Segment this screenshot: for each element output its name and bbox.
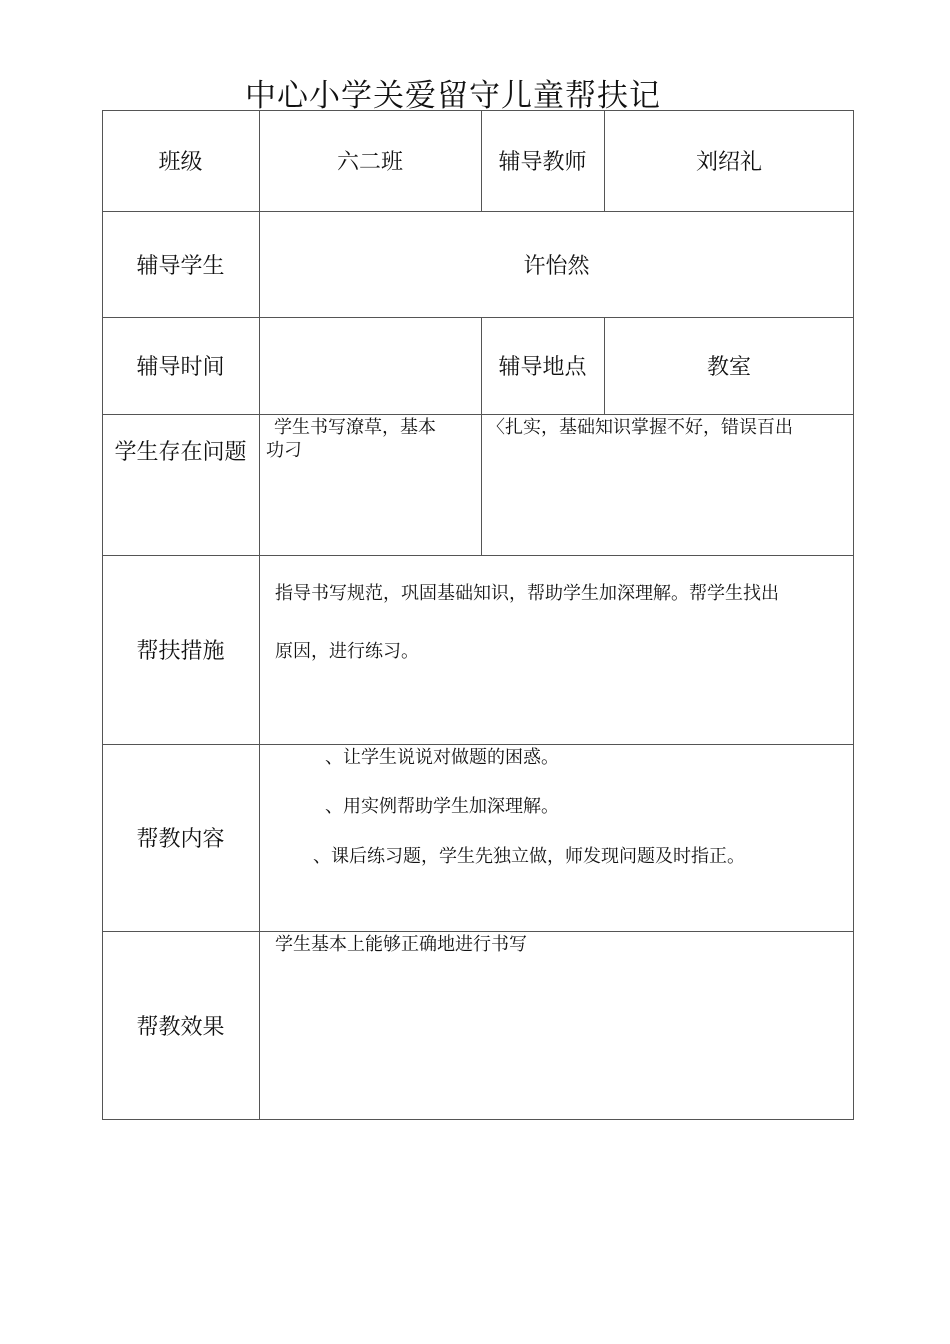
content-item-3: 、课后练习题，学生先独立做，师发现问题及时指正。 bbox=[313, 846, 745, 867]
measures-label: 帮扶措施 bbox=[136, 639, 225, 664]
teacher-label: 辅导教师 bbox=[498, 150, 587, 175]
time-label: 辅导时间 bbox=[136, 355, 225, 380]
content-item-1: 、让学生说说对做题的困惑。 bbox=[325, 747, 559, 768]
time-value bbox=[259, 317, 481, 414]
effect-label: 帮教效果 bbox=[136, 1015, 225, 1040]
class-label: 班级 bbox=[158, 150, 203, 175]
content-label: 帮教内容 bbox=[136, 827, 225, 852]
effect-text: 学生基本上能够正确地进行书写 bbox=[275, 934, 527, 955]
problem-label: 学生存在问题 bbox=[114, 439, 247, 465]
measures-text-line2: 原因，进行练习。 bbox=[275, 641, 419, 662]
place-value: 教室 bbox=[706, 355, 751, 380]
measures-text-line1: 指导书写规范，巩固基础知识，帮助学生加深理解。帮学生找出 bbox=[275, 583, 779, 604]
problem-text-right: 〈扎实，基础知识掌握不好，错误百出 bbox=[487, 417, 793, 438]
teacher-value: 刘绍礼 bbox=[695, 150, 762, 175]
page-title: 中心小学关爱留守儿童帮扶记 bbox=[245, 78, 661, 114]
student-label: 辅导学生 bbox=[136, 253, 225, 279]
place-label: 辅导地点 bbox=[498, 355, 587, 380]
problem-text-line1: 学生书写潦草，基本 bbox=[274, 417, 436, 438]
student-value: 许怡然 bbox=[523, 253, 590, 279]
class-value: 六二班 bbox=[336, 150, 403, 175]
content-item-2: 、用实例帮助学生加深理解。 bbox=[325, 796, 559, 817]
problem-text-line2: 功刁 bbox=[266, 440, 302, 461]
